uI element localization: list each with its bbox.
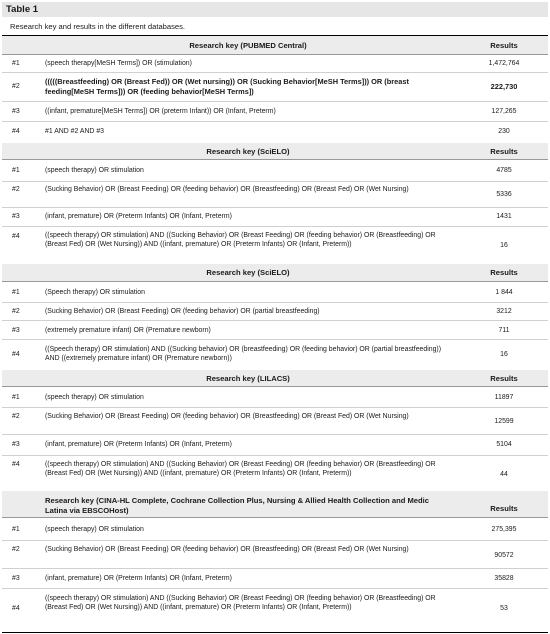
row-number: #2 [12, 308, 20, 315]
row-number: #4 [12, 233, 20, 240]
table-row [2, 302, 548, 321]
results-header: Results [490, 41, 518, 50]
row-number: #1 [12, 167, 20, 174]
result-value: 35828 [494, 575, 514, 582]
query-text: (Sucking Behavior) OR (Breast Feeding) OR (feeding behavior) OR (Breastfeeding) OR (Breast Fed) OR (Wet Nursing) [45, 186, 409, 193]
result-value: 222,730 [490, 82, 518, 91]
table-row [2, 339, 548, 370]
table-row [2, 101, 548, 122]
section-header-pubmed [2, 36, 548, 55]
results-header: Results [490, 147, 518, 156]
table-row [2, 160, 548, 182]
result-value: 3212 [496, 308, 512, 315]
result-value: 275,395 [491, 526, 517, 533]
table-caption: Research key and results in the different databases. [10, 22, 186, 31]
row-number: #3 [12, 108, 20, 115]
query-text: (speech therapy) OR stimulation [45, 167, 144, 174]
query-text: (infant, premature) OR (Preterm Infants) OR (Infant, Preterm) [45, 213, 232, 220]
result-value: 5336 [496, 191, 512, 198]
section-header-scielo-2 [2, 264, 548, 282]
query-text: ((infant, premature[MeSH Terms]) OR (preterm Infant)) OR (Infant, Preterm) [45, 108, 276, 115]
result-value: 230 [498, 128, 510, 135]
research-key-header: Research key (SciELO) [206, 268, 290, 277]
table-row [2, 121, 548, 143]
research-key-header: Research key (SciELO) [206, 147, 290, 156]
result-value: 53 [500, 605, 508, 612]
query-text: (infant, premature) OR (Preterm Infants) OR (Infant, Preterm) [45, 575, 232, 582]
section-header-lilacs [2, 370, 548, 387]
table-row [2, 282, 548, 303]
row-number: #1 [12, 289, 20, 296]
table-row [2, 72, 548, 102]
query-text: ((speech therapy) OR stimulation) AND ((Sucking Behavior) OR (Breast Feeding) OR (feeding behavior) OR (Breastfeeding) OR (Breast Fed) OR (Wet Nursing)) AND ((infant, premature) OR (Preterm Infants) OR (Infant, Preterm)) [45, 232, 436, 248]
row-number: #3 [12, 327, 20, 334]
result-value: 1 844 [495, 289, 513, 296]
result-value: 711 [498, 327, 510, 334]
row-number: #3 [12, 441, 20, 448]
row-number: #4 [12, 128, 20, 135]
row-number: #2 [12, 186, 20, 193]
query-text: (Sucking Behavior) OR (Breast Feeding) OR (feeding behavior) OR (Breastfeeding) OR (Breast Fed) OR (Wet Nursing) [45, 413, 409, 420]
result-value: 127,265 [491, 108, 517, 115]
query-text: (infant, premature) OR (Preterm Infants) OR (Infant, Preterm) [45, 441, 232, 448]
section-header-ebscohost [2, 491, 548, 518]
row-number: #1 [12, 394, 20, 401]
table-row [2, 207, 548, 227]
table-row [2, 568, 548, 589]
research-key-header: Research key (LILACS) [206, 374, 290, 383]
table-row [2, 455, 548, 491]
results-header: Results [490, 268, 518, 277]
query-text: (((((Breastfeeding) OR (Breast Fed)) OR (Wet nursing)) OR (Sucking Behavior[MeSH Terms])) OR (breast feeding[MeSH Terms])) OR (feeding behavior[MeSH Terms]) [45, 77, 409, 96]
row-number: #2 [12, 83, 20, 90]
table-row [2, 588, 548, 631]
query-text: (speech therapy[MeSH Terms]) OR (stimulation) [45, 60, 192, 67]
result-value: 16 [500, 351, 508, 358]
table-row [2, 181, 548, 208]
research-key-header: Research key (PUBMED Central) [189, 41, 307, 50]
query-text: #1 AND #2 AND #3 [45, 128, 104, 135]
row-number: #1 [12, 60, 20, 67]
results-header: Results [490, 374, 518, 383]
table-row [2, 540, 548, 569]
result-value: 4785 [496, 167, 512, 174]
table-row [2, 226, 548, 263]
bottom-rule [2, 632, 548, 633]
table-row [2, 320, 548, 340]
query-text: (extremely premature infant) OR (Premature newborn) [45, 327, 211, 334]
query-text: (speech therapy) OR stimulation [45, 526, 144, 533]
query-text: (speech therapy) OR stimulation [45, 394, 144, 401]
result-value: 1431 [496, 213, 512, 220]
table-label: Table 1 [2, 2, 548, 17]
query-text: ((speech therapy) OR stimulation) AND ((Sucking Behavior) OR (Breast Feeding) OR (feeding behavior) OR (Breastfeeding) OR (Breast Fed) OR (Wet Nursing)) AND ((infant, premature) OR (Preterm Infants) OR (Infant, Preterm)) [45, 461, 436, 477]
result-value: 1,472,764 [488, 60, 520, 67]
results-header: Results [490, 504, 518, 513]
query-text: ((Speech therapy) OR stimulation) AND ((Sucking behavior) OR (breastfeeding) OR (feeding behavior) OR (partial breastfeeding)) AND ((extremely premature infant) OR (Premature newborn)) [45, 346, 441, 362]
result-value: 90572 [494, 552, 514, 559]
result-value: 11897 [494, 394, 514, 401]
row-number: #4 [12, 351, 20, 358]
row-number: #2 [12, 546, 20, 553]
row-number: #4 [12, 461, 20, 468]
row-number: #3 [12, 213, 20, 220]
row-number: #2 [12, 413, 20, 420]
query-text: (Sucking Behavior) OR (Breast Feeding) OR (feeding behavior) OR (partial breastfeeding) [45, 308, 320, 315]
result-value: 44 [500, 471, 508, 478]
query-text: (Sucking Behavior) OR (Breast Feeding) OR (feeding behavior) OR (Breastfeeding) OR (Breast Fed) OR (Wet Nursing) [45, 546, 409, 553]
section-header-scielo [2, 143, 548, 160]
row-number: #4 [12, 605, 20, 612]
row-number: #1 [12, 526, 20, 533]
row-number: #3 [12, 575, 20, 582]
query-text: (Speech therapy) OR stimulation [45, 289, 145, 296]
table-row [2, 434, 548, 456]
table-row [2, 518, 548, 541]
query-text: ((speech therapy) OR stimulation) AND ((Sucking Behavior) OR (Breast Feeding) OR (feeding behavior) OR (Breastfeeding) OR (Breast Fed) OR (Wet Nursing)) AND ((infant, premature) OR (Preterm Infants) OR (Infant, Preterm)) [45, 595, 436, 611]
result-value: 5104 [496, 441, 512, 448]
result-value: 12599 [494, 418, 514, 425]
table-row [2, 407, 548, 435]
research-key-header: Research key (CINA-HL Complete, Cochrane Collection Plus, Nursing & Allied Health Collection and Medic Latina via EBSCOHost) [45, 496, 429, 515]
table-row [2, 387, 548, 408]
table-row [2, 55, 548, 73]
result-value: 16 [500, 242, 508, 249]
